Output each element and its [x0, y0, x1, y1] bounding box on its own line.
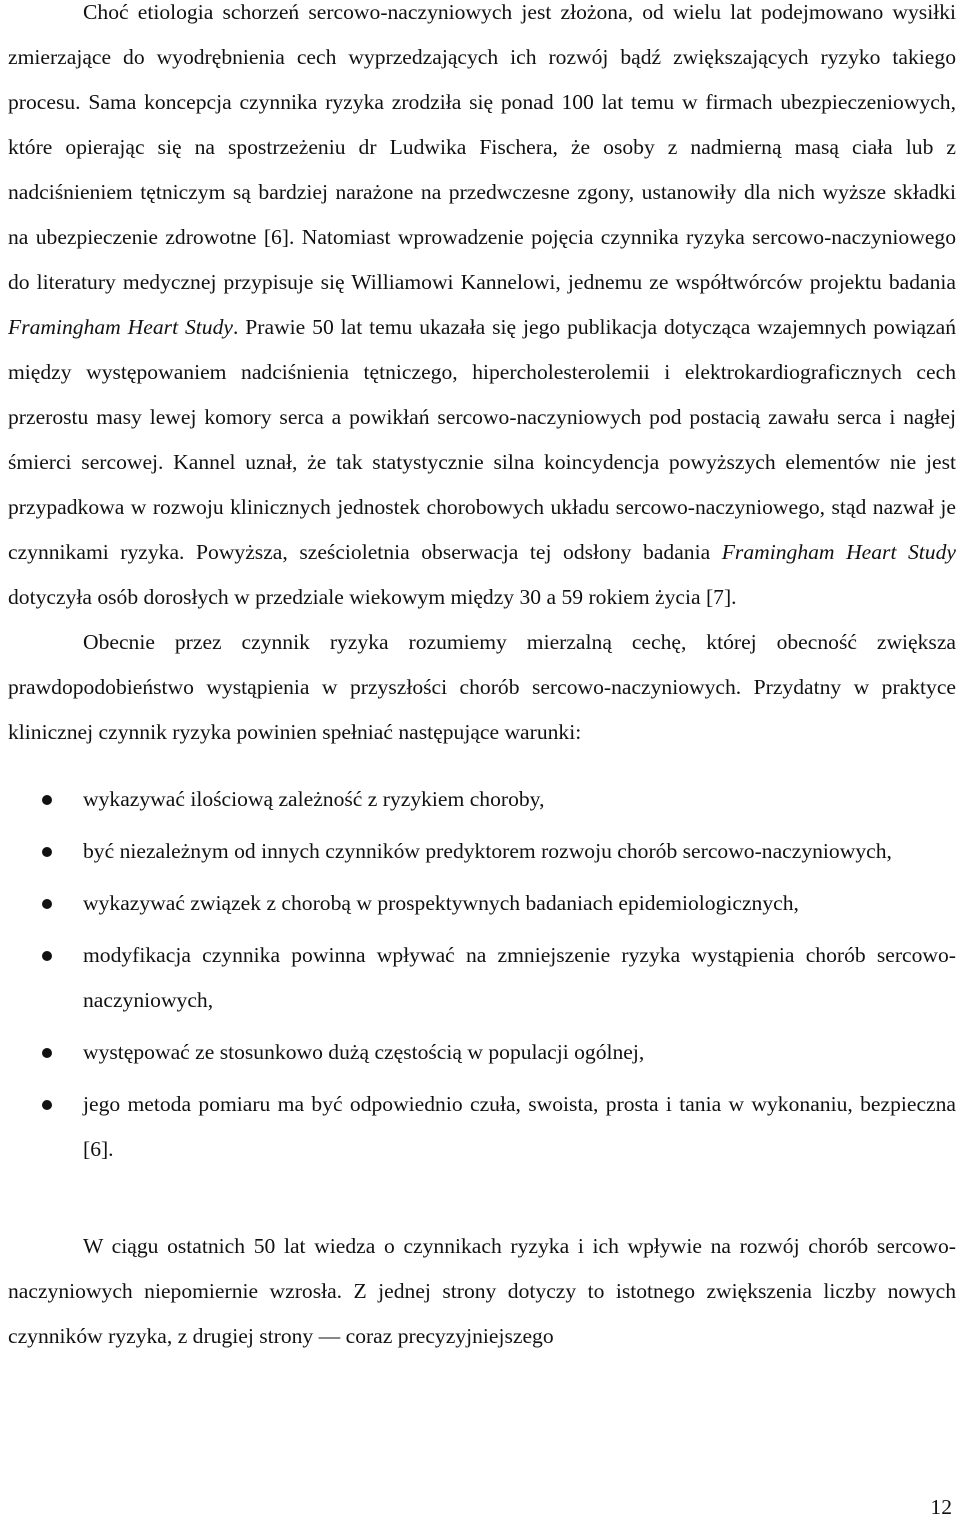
- bullet-icon: [42, 899, 52, 909]
- paragraph-etiology-text-1: Choć etiologia schorzeń sercowo-naczyniowych jest złożona, od wielu lat podejmowano wysiłki zmierzające do wyodrębnienia cech wyprzedzających ich rozwój bądź zwiększających ryzyko takiego procesu. Sama koncepcja czynnika ryzyka zrodziła się ponad 100 lat temu w firmach ubezpieczeniowych, które opierając się na spostrzeżeniu dr Ludwika Fischera, że osoby z nadmierną masą ciała lub z nadciśnieniem tętniczym są bardziej narażone na przedwczesne zgony, ustanowiły dla nich wyższe składki na ubezpieczenie zdrowotne [6]. Natomiast wprowadzenie pojęcia czynnika ryzyka sercowo-naczyniowego do literatury medycznej przypisuje się Williamowi Kannelowi, jednemu ze współtwórców projektu badania: [8, 0, 956, 294]
- bullet-icon: [42, 795, 52, 805]
- paragraph-definition: Obecnie przez czynnik ryzyka rozumiemy mierzalną cechę, której obecność zwiększa prawdopodobieństwo wystąpienia w przyszłości chorób sercowo-naczyniowych. Przydatny w praktyce klinicznej czynnik ryzyka powinien spełniać następujące warunki:: [8, 630, 956, 744]
- paragraph-knowledge-growth: W ciągu ostatnich 50 lat wiedza o czynnikach ryzyka i ich wpływie na rozwój chorób sercowo-naczyniowych niepomiernie wzrosła. Z jednej strony dotyczy to istotnego zwiększenia liczby nowych czynników ryzyka, z drugiej strony — coraz precyzyjniejszego: [8, 1234, 956, 1348]
- list-item: być niezależnym od innych czynników predyktorem rozwoju chorób sercowo-naczyniowych,: [8, 829, 956, 874]
- criteria-list: [8, 777, 956, 1172]
- list-item: modyfikacja czynnika powinna wpływać na zmniejszenie ryzyka wystąpienia chorób sercowo-naczyniowych,: [8, 933, 956, 1023]
- bullet-icon: [42, 951, 52, 961]
- document-page: [8, 0, 956, 1359]
- list-item: występować ze stosunkowo dużą częstością w populacji ogólnej,: [8, 1030, 956, 1075]
- list-item: wykazywać związek z chorobą w prospektywnych badaniach epidemiologicznych,: [8, 881, 956, 926]
- page-number: 12: [930, 1495, 952, 1519]
- bullet-icon: [42, 847, 52, 857]
- study-name-italic: Framingham Heart Study: [8, 315, 233, 339]
- paragraph-etiology-text-3: dotyczyła osób dorosłych w przedziale wiekowym między 30 a 59 rokiem życia [7].: [8, 585, 737, 609]
- study-name-italic: Framingham Heart Study: [721, 540, 956, 564]
- bullet-icon: [42, 1048, 52, 1058]
- list-item: wykazywać ilościową zależność z ryzykiem choroby,: [8, 777, 956, 822]
- bullet-icon: [42, 1100, 52, 1110]
- list-item: jego metoda pomiaru ma być odpowiednio czuła, swoista, prosta i tania w wykonaniu, bezpieczna [6].: [8, 1082, 956, 1172]
- paragraph-etiology-text-2: . Prawie 50 lat temu ukazała się jego publikacja dotycząca wzajemnych powiązań między występowaniem nadciśnienia tętniczego, hipercholesterolemii i elektrokardiograficznych cech przerostu masy lewej komory serca a powikłań sercowo-naczyniowych pod postacią zawału serca i nagłej śmierci sercowej. Kannel uznał, że tak statystycznie silna koincydencja powyższych elementów nie jest przypadkowa w rozwoju klinicznych jednostek chorobowych układu sercowo-naczyniowego, stąd nazwał je czynnikami ryzyka. Powyższa, sześcioletnia obserwacja tej odsłony badania: [8, 315, 956, 564]
- paragraph-etiology: [8, 0, 956, 620]
